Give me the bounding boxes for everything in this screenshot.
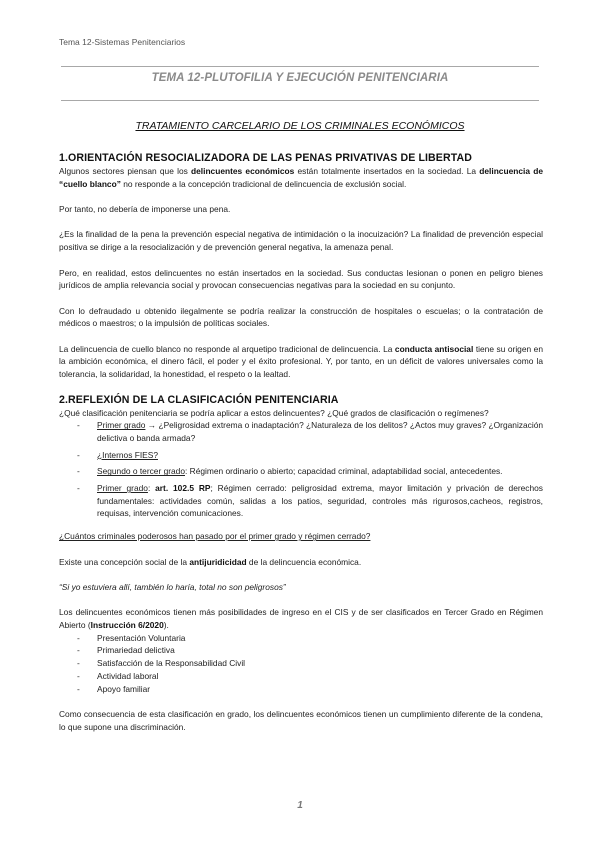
section1-paragraph-6: La delincuencia de cuello blanco no responde al arquetipo tradicional de delincuencia. La conducta antisocial tiene su origen en la ambición económica, el dinero fácil, el poder y el éxito profesional. Y, por tanto, en un déficit de valores universales como la tolerancia, la solidaridad, la honestidad, el respeto o la lealtad. [59, 343, 543, 380]
antijuridicidad-paragraph: Existe una concepción social de la antijuridicidad de la delincuencia económica. [59, 556, 362, 567]
closing-paragraph: Como consecuencia de esta clasificación en grado, los delincuentes económicos tienen un cumplimiento diferente de la condena, lo que supone una discriminación. [59, 708, 543, 732]
criteria-list [59, 632, 543, 696]
page-number: 1 [297, 800, 303, 811]
section2-heading: 2.REFLEXIÓN DE LA CLASIFICACIÓN PENITENCIARIA [59, 393, 339, 406]
cis-paragraph: Los delincuentes económicos tienen más posibilidades de ingreso en el CIS y de ser clasificados en Tercer Grado en Régimen Abierto (Instrucción 6/2020). [59, 607, 543, 631]
list-item: - Primariedad delictiva [77, 645, 175, 656]
list-item: - Presentación Voluntaria [77, 632, 186, 643]
quote: “Si yo estuviera allí, también lo haría, total no son peligrosos” [59, 581, 286, 592]
section1-paragraph-4: Pero, en realidad, estos delincuentes no están insertados en la sociedad. Sus conductas lesionan o ponen en peligro bienes jurídicos de amplia relevancia social y provocan consecuencias negativas para la sociedad en su conjunto. [59, 267, 543, 291]
list-item: - ¿Internos FIES? [77, 449, 158, 460]
list-item: - Satisfacción de la Responsabilidad Civil [77, 658, 246, 669]
section1-heading: 1.ORIENTACIÓN RESOCIALIZADORA DE LAS PENAS PRIVATIVAS DE LIBERTAD [59, 152, 473, 164]
document-title: TEMA 12-PLUTOFILIA Y EJECUCIÓN PENITENCIARIA [151, 72, 449, 84]
list-item: - Actividad laboral [77, 670, 159, 681]
running-header: Tema 12-Sistemas Penitenciarios [59, 37, 186, 47]
title-rule-bottom [61, 100, 539, 101]
section1-paragraph-2: Por tanto, no debería de imponerse una pena. [59, 204, 231, 215]
section1-paragraph-5: Con lo defraudado u obtenido ilegalmente se podría realizar la construcción de hospitales o escuelas; o la contratación de médicos o maestros; o la impulsión de políticas sociales. [59, 305, 543, 329]
section2-question: ¿Qué clasificación penitenciaria se podría aplicar a estos delincuentes? ¿Qué grados de clasificación o regímenes? [59, 407, 489, 418]
list-item: - Apoyo familiar [77, 683, 151, 694]
list-item: - Segundo o tercer grado: Régimen ordinario o abierto; capacidad criminal, adaptabilidad social, antecedentes. [77, 466, 503, 477]
section1-paragraph-3: ¿Es la finalidad de la pena la prevención especial negativa de intimidación o la inocuización? La finalidad de prevención especial positiva se dirige a la resocialización y de prevención general negativa, la amenaza penal. [59, 229, 543, 253]
list-item: - Primer grado → ¿Peligrosidad extrema o inadaptación? ¿Naturaleza de los delitos? ¿Actos muy graves? ¿Organización delictiva o banda armada? [77, 420, 544, 443]
list-item: - Primer grado: art. 102.5 RP; Régimen cerrado: peligrosidad extrema, mayor limitación y privación de derechos fundamentales: actividades común, salidas a los patios, seguridad, controles más rigurosos,cacheos, registros, requisas, intervención comunicaciones. [77, 483, 543, 519]
document-body [59, 152, 543, 733]
section1-paragraph-1: Algunos sectores piensan que los delincuentes económicos están totalmente insertados en la sociedad. La delincuencia de “cuello blanco” no responde a la concepción tradicional de delincuencia de exclusión social. [59, 166, 543, 189]
title-rule-top [61, 66, 539, 67]
section2-question-2: ¿Cuántos criminales poderosos han pasado por el primer grado y régimen cerrado? [59, 531, 371, 542]
document-subtitle: TRATAMIENTO CARCELARIO DE LOS CRIMINALES ECONÓMICOS [135, 120, 465, 132]
classification-list [59, 419, 543, 520]
